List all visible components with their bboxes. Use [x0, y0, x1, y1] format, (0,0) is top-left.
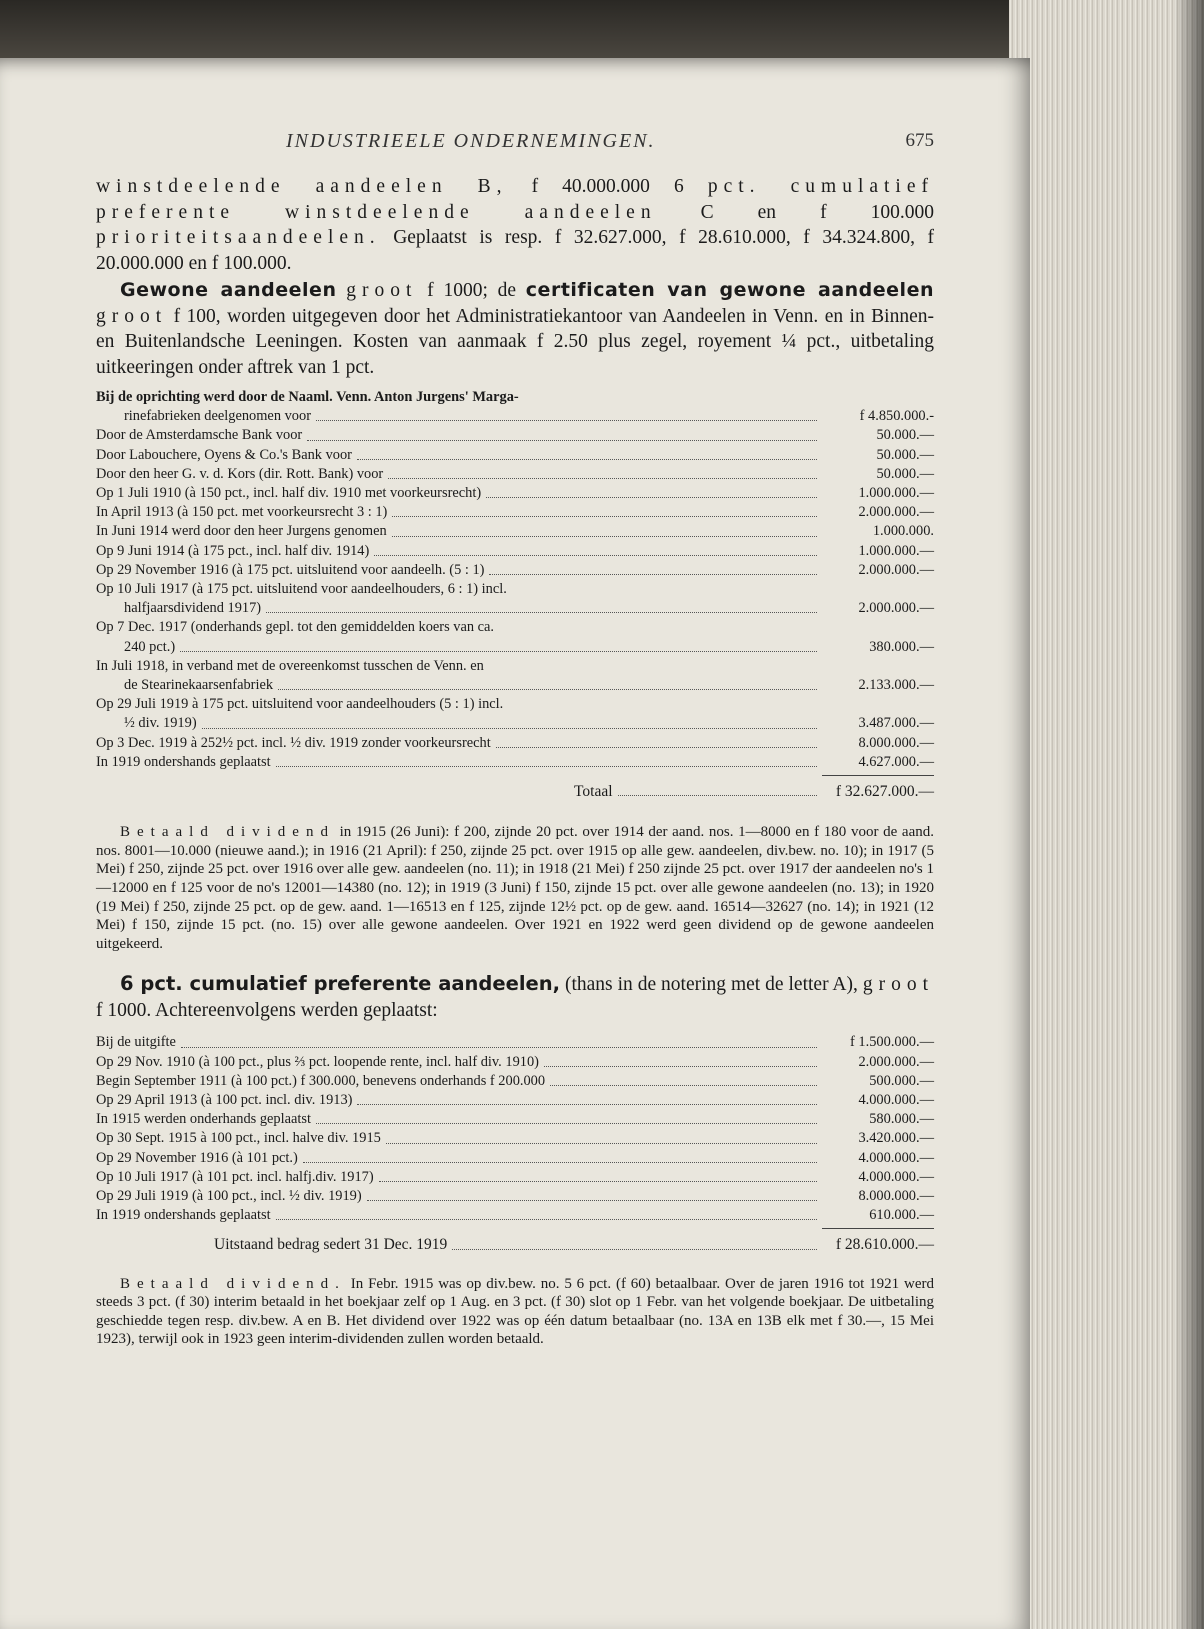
dot-leader	[392, 516, 817, 517]
list-item	[96, 1129, 934, 1148]
dot-leader	[276, 1219, 817, 1220]
item-label: Op 30 Sept. 1915 à 100 pct., incl. halve div. 1915	[96, 1130, 381, 1147]
dot-leader	[307, 440, 817, 441]
list-item	[96, 1072, 934, 1091]
list-item	[96, 676, 934, 695]
item-label: 240 pct.)	[124, 638, 176, 655]
item-amount: 2.000.000.—	[858, 600, 934, 617]
item-amount: 3.487.000.—	[858, 715, 934, 732]
item-amount: 500.000.—	[869, 1072, 934, 1089]
dot-leader	[386, 1143, 817, 1144]
item-label: de Stearinekaarsenfabriek	[124, 677, 274, 694]
placement-list-preferent	[96, 1033, 934, 1254]
list-item	[96, 407, 934, 426]
list-item-first-line: In Juli 1918, in verband met de overeenkomst tusschen de Venn. en	[96, 657, 484, 674]
preferent-paragraph: 6 pct. cumulatief preferente aandeelen, (thans in de notering met de letter A), groot f 1000. Achtereenvolgens werden geplaatst:	[96, 972, 934, 1021]
item-amount: 2.000.000.—	[858, 1053, 934, 1070]
item-amount: 610.000.—	[869, 1207, 934, 1224]
list-item	[96, 753, 934, 772]
item-label: rinefabrieken deelgenomen voor	[124, 408, 311, 425]
dot-leader	[367, 1200, 817, 1201]
dot-leader	[278, 689, 817, 690]
list-item	[96, 1206, 934, 1225]
list-item-first-line: Op 7 Dec. 1917 (onderhands gepl. tot den gemiddelden koers van ca.	[96, 619, 495, 636]
list-item-first-line: Op 29 Juli 1919 à 175 pct. uitsluitend voor aandeelhouders (5 : 1) incl.	[96, 696, 504, 713]
total-row: Totaal f 32.627.000.—	[574, 783, 934, 801]
item-amount: 1.000.000.	[872, 523, 934, 540]
item-label: Door Labouchere, Oyens & Co.'s Bank voor	[96, 446, 352, 463]
item-label: In Juni 1914 werd door den heer Jurgens genomen	[96, 523, 387, 540]
dot-leader	[316, 420, 817, 421]
item-label: Door den heer G. v. d. Kors (dir. Rott. Bank) voor	[96, 465, 384, 482]
item-amount: 50.000.—	[876, 465, 934, 482]
dot-leader	[486, 497, 817, 498]
item-amount: 8.000.000.—	[858, 734, 934, 751]
list-item	[96, 484, 934, 503]
dividend-paragraph-preferent: Betaald dividend. In Febr. 1915 was op div.bew. no. 5 6 pct. (f 60) betaalbaar. Over de jaren 1916 tot 1921 werd steeds 3 pct. (f 30) interim betaald in het boekjaar zelf op 1 Aug. en 3 pct. (f 30) slot op 1 Febr. van het volgende boekjaar. De uitbetaling geschiedde tegen resp. div.bew. A en B. Het dividend over 1922 was op één datum betaalbaar (no. 13A en 13B elk met f 30.—, 15 Mei 1923), terwijl ook in 1923 geen interim-dividenden zullen worden betaald.	[96, 1275, 934, 1348]
item-label: Op 29 Nov. 1910 (à 100 pct., plus ⅔ pct. loopende rente, incl. half div. 1910)	[96, 1053, 539, 1070]
running-header	[96, 130, 934, 160]
item-label: Op 29 April 1913 (à 100 pct. incl. div. 1913)	[96, 1092, 353, 1109]
dot-leader	[316, 1123, 817, 1124]
book-page-edges	[1009, 0, 1204, 1629]
list-item	[96, 1091, 934, 1110]
item-amount: 580.000.—	[869, 1111, 934, 1128]
item-label: Op 1 Juli 1910 (à 150 pct., incl. half div. 1910 met voorkeursrecht)	[96, 485, 482, 502]
dividend-paragraph-gewone: Betaald dividend in 1915 (26 Juni): f 200, zijnde 20 pct. over 1914 der aand. nos. 1—8000 en f 180 voor de aand. nos. 8001—10.000 (nieuwe aand.); in 1916 (21 April): f 250, zijnde 25 pct. over 1915 op alle gew. aandeelen, div.bew. no. 10); in 1917 (5 Mei) f 250, zijnde 25 pct. over 1916 over alle gew. aandeelen (no. 11); in 1918 (21 Mei) f 250 zijnde 25 pct. over 1917 der aandeelen no's 1—12000 en f 125 voor de no's 12001—14380 (no. 12); in 1919 (3 Juni) f 150, zijnde 15 pct. over alle gewone aandeelen (no. 13); in 1920 (19 Mei) f 250, zijnde 25 pct. op de gew. aand. 1—16513 en f 125, zijnde 12½ pct. op de gew. aand. 16514—32627 (no. 14); in 1921 (12 Mei) f 150, zijnde 15 pct. (no. 15) over alle gewone aandeelen. Over 1921 en 1922 werd geen dividend op de gewone aandeelen uitgekeerd.	[96, 824, 935, 952]
item-amount: 2.133.000.—	[858, 677, 934, 694]
dot-leader	[357, 1104, 817, 1105]
list-item	[96, 638, 934, 657]
dot-leader	[550, 1085, 817, 1086]
sum-rule	[822, 1228, 934, 1229]
scanned-page	[0, 58, 1030, 1629]
list-item	[96, 426, 934, 445]
list-item	[96, 1033, 934, 1052]
item-label: Op 9 Juni 1914 (à 175 pct., incl. half div. 1914)	[96, 542, 370, 559]
list-first-line: Bij de oprichting werd door de Naaml. Venn. Anton Jurgens' Marga-	[96, 389, 519, 405]
item-label: ½ div. 1919)	[124, 715, 197, 732]
item-amount: 4.000.000.—	[858, 1149, 934, 1166]
item-label: Door de Amsterdamsche Bank voor	[96, 427, 303, 444]
item-label: halfjaarsdividend 1917)	[124, 600, 262, 617]
dot-leader	[357, 459, 817, 460]
item-label: Begin September 1911 (à 100 pct.) f 300.000, benevens onderhands f 200.000	[96, 1072, 546, 1089]
page-content	[96, 130, 934, 1364]
dot-leader	[379, 1181, 817, 1182]
list-item	[96, 1187, 934, 1206]
intro-paragraph: winstdeelende aandeelen B, f 40.000.000 6 pct. cumulatief preferente winstdeelende aandeelen C en f 100.000 prioriteitsaandeelen. Geplaatst is resp. f 32.627.000, f 28.610.000, f 34.324.800, f 20.000.000 en f 100.000.	[96, 176, 934, 274]
dot-leader	[181, 1047, 817, 1048]
item-amount: 2.000.000.—	[858, 504, 934, 521]
list-item-first-line: Op 10 Juli 1917 (à 175 pct. uitsluitend voor aandeelhouders, 6 : 1) incl.	[96, 581, 507, 598]
item-amount: 3.420.000.—	[858, 1130, 934, 1147]
list-item	[96, 734, 934, 753]
dot-leader	[180, 651, 817, 652]
item-amount: 380.000.—	[869, 638, 934, 655]
item-label: Op 10 Juli 1917 (à 101 pct. incl. halfj.div. 1917)	[96, 1168, 374, 1185]
item-amount: 1.000.000.—	[858, 542, 934, 559]
dot-leader	[388, 478, 817, 479]
list-item	[96, 503, 934, 522]
running-title: INDUSTRIEELE ONDERNEMINGEN.	[286, 130, 656, 152]
dot-leader	[496, 747, 817, 748]
item-amount: 50.000.—	[876, 446, 934, 463]
list-item	[96, 446, 934, 465]
list-item	[96, 599, 934, 618]
placement-list-gewone	[96, 388, 934, 801]
list-item	[96, 542, 934, 561]
dot-leader	[202, 728, 817, 729]
item-amount: 2.000.000.—	[858, 561, 934, 578]
dot-leader	[374, 555, 817, 556]
dot-leader	[276, 766, 817, 767]
item-label: Op 3 Dec. 1919 à 252½ pct. incl. ½ div. 1919 zonder voorkeursrecht	[96, 734, 491, 751]
list-item	[96, 1149, 934, 1168]
item-label: In 1919 ondershands geplaatst	[96, 1207, 271, 1224]
gewone-aandeelen-paragraph: Gewone aandeelen groot f 1000; de certificaten van gewone aandeelen groot f 100, worden uitgegeven door het Administratiekantoor van Aandeelen in Venn. en in Binnen- en Buitenlandsche Leeningen. Kosten van aanmaak f 2.50 plus zegel, royement ¼ pct., uitbetaling uitkeeringen onder aftrek van 1 pct.	[96, 279, 934, 378]
list-item	[96, 561, 934, 580]
dot-leader	[392, 536, 817, 537]
dot-leader	[266, 612, 817, 613]
item-amount: f 1.500.000.—	[850, 1034, 934, 1051]
item-amount: 8.000.000.—	[858, 1188, 934, 1205]
item-label: Bij de uitgifte	[96, 1034, 176, 1051]
list-item	[96, 522, 934, 541]
item-label: Op 29 November 1916 (à 175 pct. uitsluitend voor aandeelh. (5 : 1)	[96, 561, 485, 578]
outstanding-row: Uitstaand bedrag sedert 31 Dec. 1919 f 28.610.000.—	[214, 1236, 934, 1254]
dot-leader	[544, 1066, 817, 1067]
item-amount: 4.000.000.—	[858, 1168, 934, 1185]
list-item	[96, 714, 934, 733]
list-item	[96, 1110, 934, 1129]
list-item	[96, 1168, 934, 1187]
item-label: Op 29 November 1916 (à 101 pct.)	[96, 1149, 298, 1166]
list-item	[96, 1053, 934, 1072]
item-amount: 1.000.000.—	[858, 485, 934, 502]
item-label: Op 29 Juli 1919 (à 100 pct., incl. ½ div. 1919)	[96, 1188, 362, 1205]
item-amount: 4.627.000.—	[858, 753, 934, 770]
sum-rule	[822, 775, 934, 776]
dot-leader	[303, 1162, 817, 1163]
item-amount: 50.000.—	[876, 427, 934, 444]
item-label: In April 1913 (à 150 pct. met voorkeursrecht 3 : 1)	[96, 504, 388, 521]
page-number: 675	[905, 130, 934, 151]
item-amount: f 4.850.000.-	[859, 408, 934, 425]
dot-leader	[489, 574, 817, 575]
item-label: In 1915 werden onderhands geplaatst	[96, 1111, 311, 1128]
item-amount: 4.000.000.—	[858, 1092, 934, 1109]
list-item	[96, 465, 934, 484]
item-label: In 1919 ondershands geplaatst	[96, 753, 271, 770]
